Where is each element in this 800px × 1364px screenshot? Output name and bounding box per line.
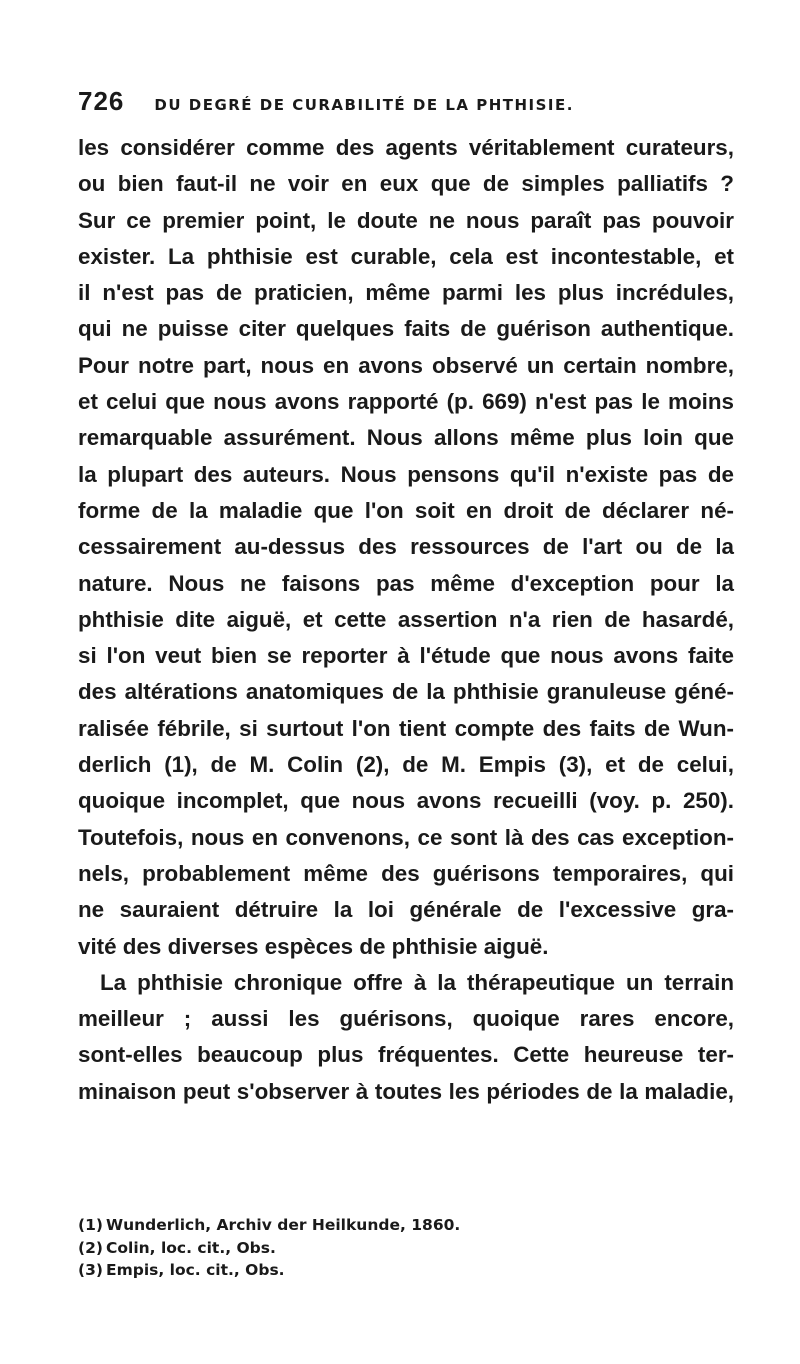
- text-line: minaison peut s'observer à toutes les périodes de la maladie,: [78, 1078, 734, 1104]
- footnote-text: Wunderlich, Archiv der Heilkunde, 1860.: [106, 1216, 461, 1234]
- footnote-text: Colin, loc. cit., Obs.: [106, 1238, 276, 1257]
- text-line: les considérer comme des agents véritablement curateurs,: [78, 135, 734, 160]
- text-line: Sur ce premier point, le doute ne nous paraît pas pouvoir: [78, 207, 734, 233]
- text-line: vité des diverses espèces de phthisie aiguë.: [78, 933, 549, 959]
- text-line: ou bien faut-il ne voir en eux que de simples palliatifs ?: [78, 171, 734, 197]
- text-line: phthisie dite aiguë, et cette assertion n'a rien de hasardé,: [78, 606, 734, 632]
- text-line: Pour notre part, nous en avons observé un certain nombre,: [78, 352, 734, 378]
- text-line: ralisée fébrile, si surtout l'on tient compte des faits de Wun-: [78, 715, 734, 741]
- footnote-number: (2): [78, 1238, 103, 1257]
- text-line: derlich (1), de M. Colin (2), de M. Empis (3), et de celui,: [78, 752, 734, 778]
- page-header: [78, 86, 728, 122]
- body-text: [78, 130, 734, 1110]
- text-line: La phthisie chronique offre à la thérapeutique un terrain: [100, 969, 734, 995]
- text-line: remarquable assurément. Nous allons même plus loin que: [78, 425, 734, 451]
- text-line: ne sauraient détruire la loi générale de l'excessive gra-: [78, 897, 734, 923]
- text-line: si l'on veut bien se reporter à l'étude que nous avons faite: [78, 643, 734, 669]
- footnote: [78, 1214, 734, 1237]
- text-line: Toutefois, nous en convenons, ce sont là des cas exception-: [78, 824, 734, 850]
- text-line: nels, probablement même des guérisons temporaires, qui: [78, 860, 734, 886]
- footnote: [78, 1237, 734, 1260]
- text-line: quoique incomplet, que nous avons recueilli (voy. p. 250).: [78, 788, 734, 814]
- text-line: il n'est pas de praticien, même parmi les plus incrédules,: [78, 280, 734, 306]
- text-line: et celui que nous avons rapporté (p. 669) n'est pas le moins: [78, 389, 734, 415]
- footnote-number: (3): [78, 1261, 103, 1279]
- text-line: exister. La phthisie est curable, cela est incontestable, et: [78, 243, 734, 269]
- text-line: forme de la maladie que l'on soit en droit de déclarer né-: [78, 497, 734, 523]
- text-line: la plupart des auteurs. Nous pensons qu'il n'existe pas de: [78, 461, 734, 487]
- text-line: qui ne puisse citer quelques faits de guérison authentique.: [78, 316, 734, 342]
- text-line: meilleur ; aussi les guérisons, quoique rares encore,: [78, 1006, 734, 1032]
- footnote-text: Empis, loc. cit., Obs.: [106, 1261, 285, 1279]
- footnote-number: (1): [78, 1216, 103, 1234]
- text-line: des altérations anatomiques de la phthisie granuleuse géné-: [78, 679, 734, 705]
- running-title: DU DEGRÉ DE CURABILITÉ DE LA PHTHISIE.: [154, 96, 574, 114]
- page-number: 726: [78, 86, 125, 116]
- text-line: nature. Nous ne faisons pas même d'exception pour la: [78, 570, 734, 596]
- text-line: cessairement au-dessus des ressources de l'art ou de la: [78, 534, 734, 560]
- footnotes: [78, 1214, 734, 1282]
- footnote: [78, 1259, 734, 1282]
- text-line: sont-elles beaucoup plus fréquentes. Cette heureuse ter-: [78, 1042, 734, 1068]
